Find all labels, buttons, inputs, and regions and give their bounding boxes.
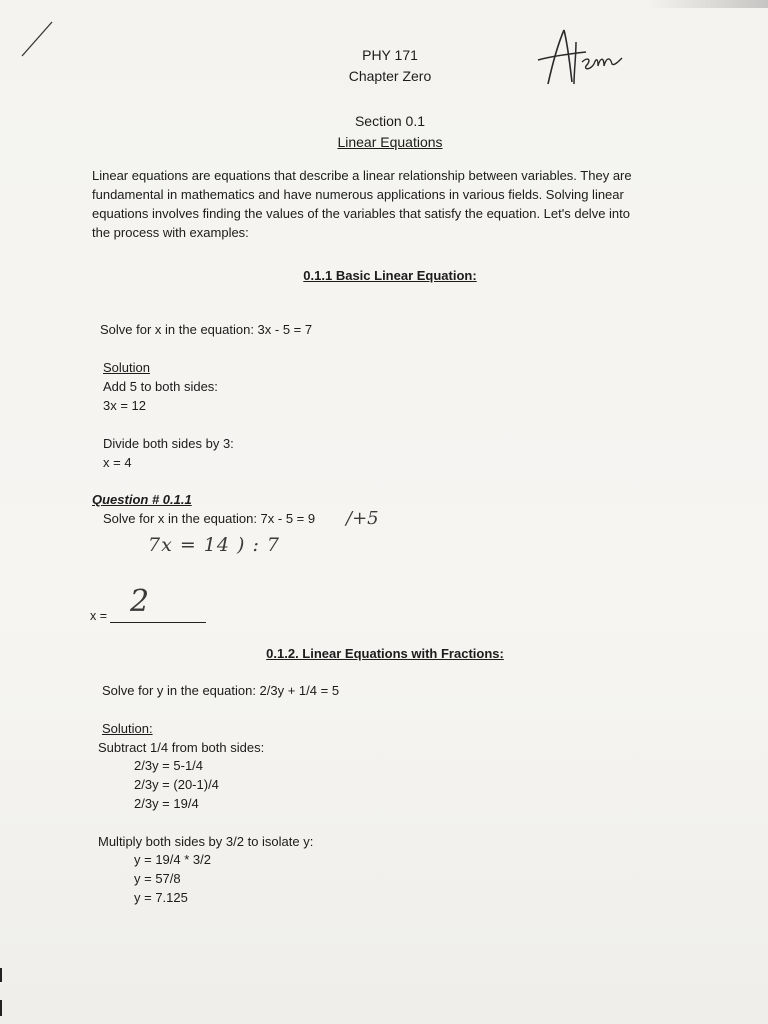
solution-1-step-1-result: 3x = 12	[103, 398, 147, 413]
page-edge-shadow	[648, 0, 768, 8]
problem-1: Solve for x in the equation: 3x - 5 = 7	[100, 322, 313, 337]
intro-line: equations involves finding the values of the variables that satisfy the equation. Let's delve into	[92, 206, 630, 221]
solution-1-step-1: Add 5 to both sides:	[103, 379, 218, 394]
pen-stroke-mark	[18, 18, 58, 62]
solution-2-step-2-line: y = 57/8	[134, 871, 181, 886]
handwritten-work: 7x = 14 ) : 7	[148, 534, 281, 556]
subsection-heading-2: 0.1.2. Linear Equations with Fractions:	[266, 646, 504, 661]
handwritten-answer: 2	[130, 584, 150, 619]
solution-label-2: Solution:	[102, 721, 153, 736]
section-title: Linear Equations	[337, 134, 443, 150]
solution-1-step-2-result: x = 4	[103, 455, 132, 470]
solution-2-step-1-line: 2/3y = 5-1/4	[134, 758, 204, 773]
intro-paragraph	[92, 166, 672, 242]
section-number: Section 0.1	[354, 113, 426, 129]
question-problem: Solve for x in the equation: 7x - 5 = 9	[103, 511, 316, 526]
solution-label-1: Solution	[103, 360, 150, 375]
intro-line: Linear equations are equations that describe a linear relationship between variables. They are	[92, 168, 632, 183]
intro-line: fundamental in mathematics and have numerous applications in various fields. Solving linear	[92, 187, 624, 202]
solution-2-step-2-line: y = 7.125	[134, 890, 188, 905]
solution-2-step-2: Multiply both sides by 3/2 to isolate y:	[98, 834, 314, 849]
solution-2-step-1: Subtract 1/4 from both sides:	[98, 740, 265, 755]
solution-2-step-1-line: 2/3y = 19/4	[134, 796, 199, 811]
intro-line: the process with examples:	[92, 225, 249, 240]
problem-2: Solve for y in the equation: 2/3y + 1/4 = 5	[102, 683, 340, 698]
margin-mark	[0, 968, 2, 982]
chapter-title: Chapter Zero	[348, 68, 432, 84]
course-code: PHY 171	[362, 47, 418, 63]
question-label: Question # 0.1.1	[92, 492, 192, 507]
solution-2-step-2-line: y = 19/4 * 3/2	[134, 852, 211, 867]
solution-2-step-1-line: 2/3y = (20-1)/4	[134, 777, 219, 792]
margin-mark	[0, 1000, 2, 1016]
subsection-heading-1: 0.1.1 Basic Linear Equation:	[303, 268, 477, 283]
solution-1-step-2: Divide both sides by 3:	[103, 436, 234, 451]
answer-prefix: x =	[90, 609, 108, 623]
handwritten-note: /+5	[346, 508, 379, 529]
answer-blank-line	[110, 622, 206, 623]
handwritten-signature	[528, 26, 628, 90]
